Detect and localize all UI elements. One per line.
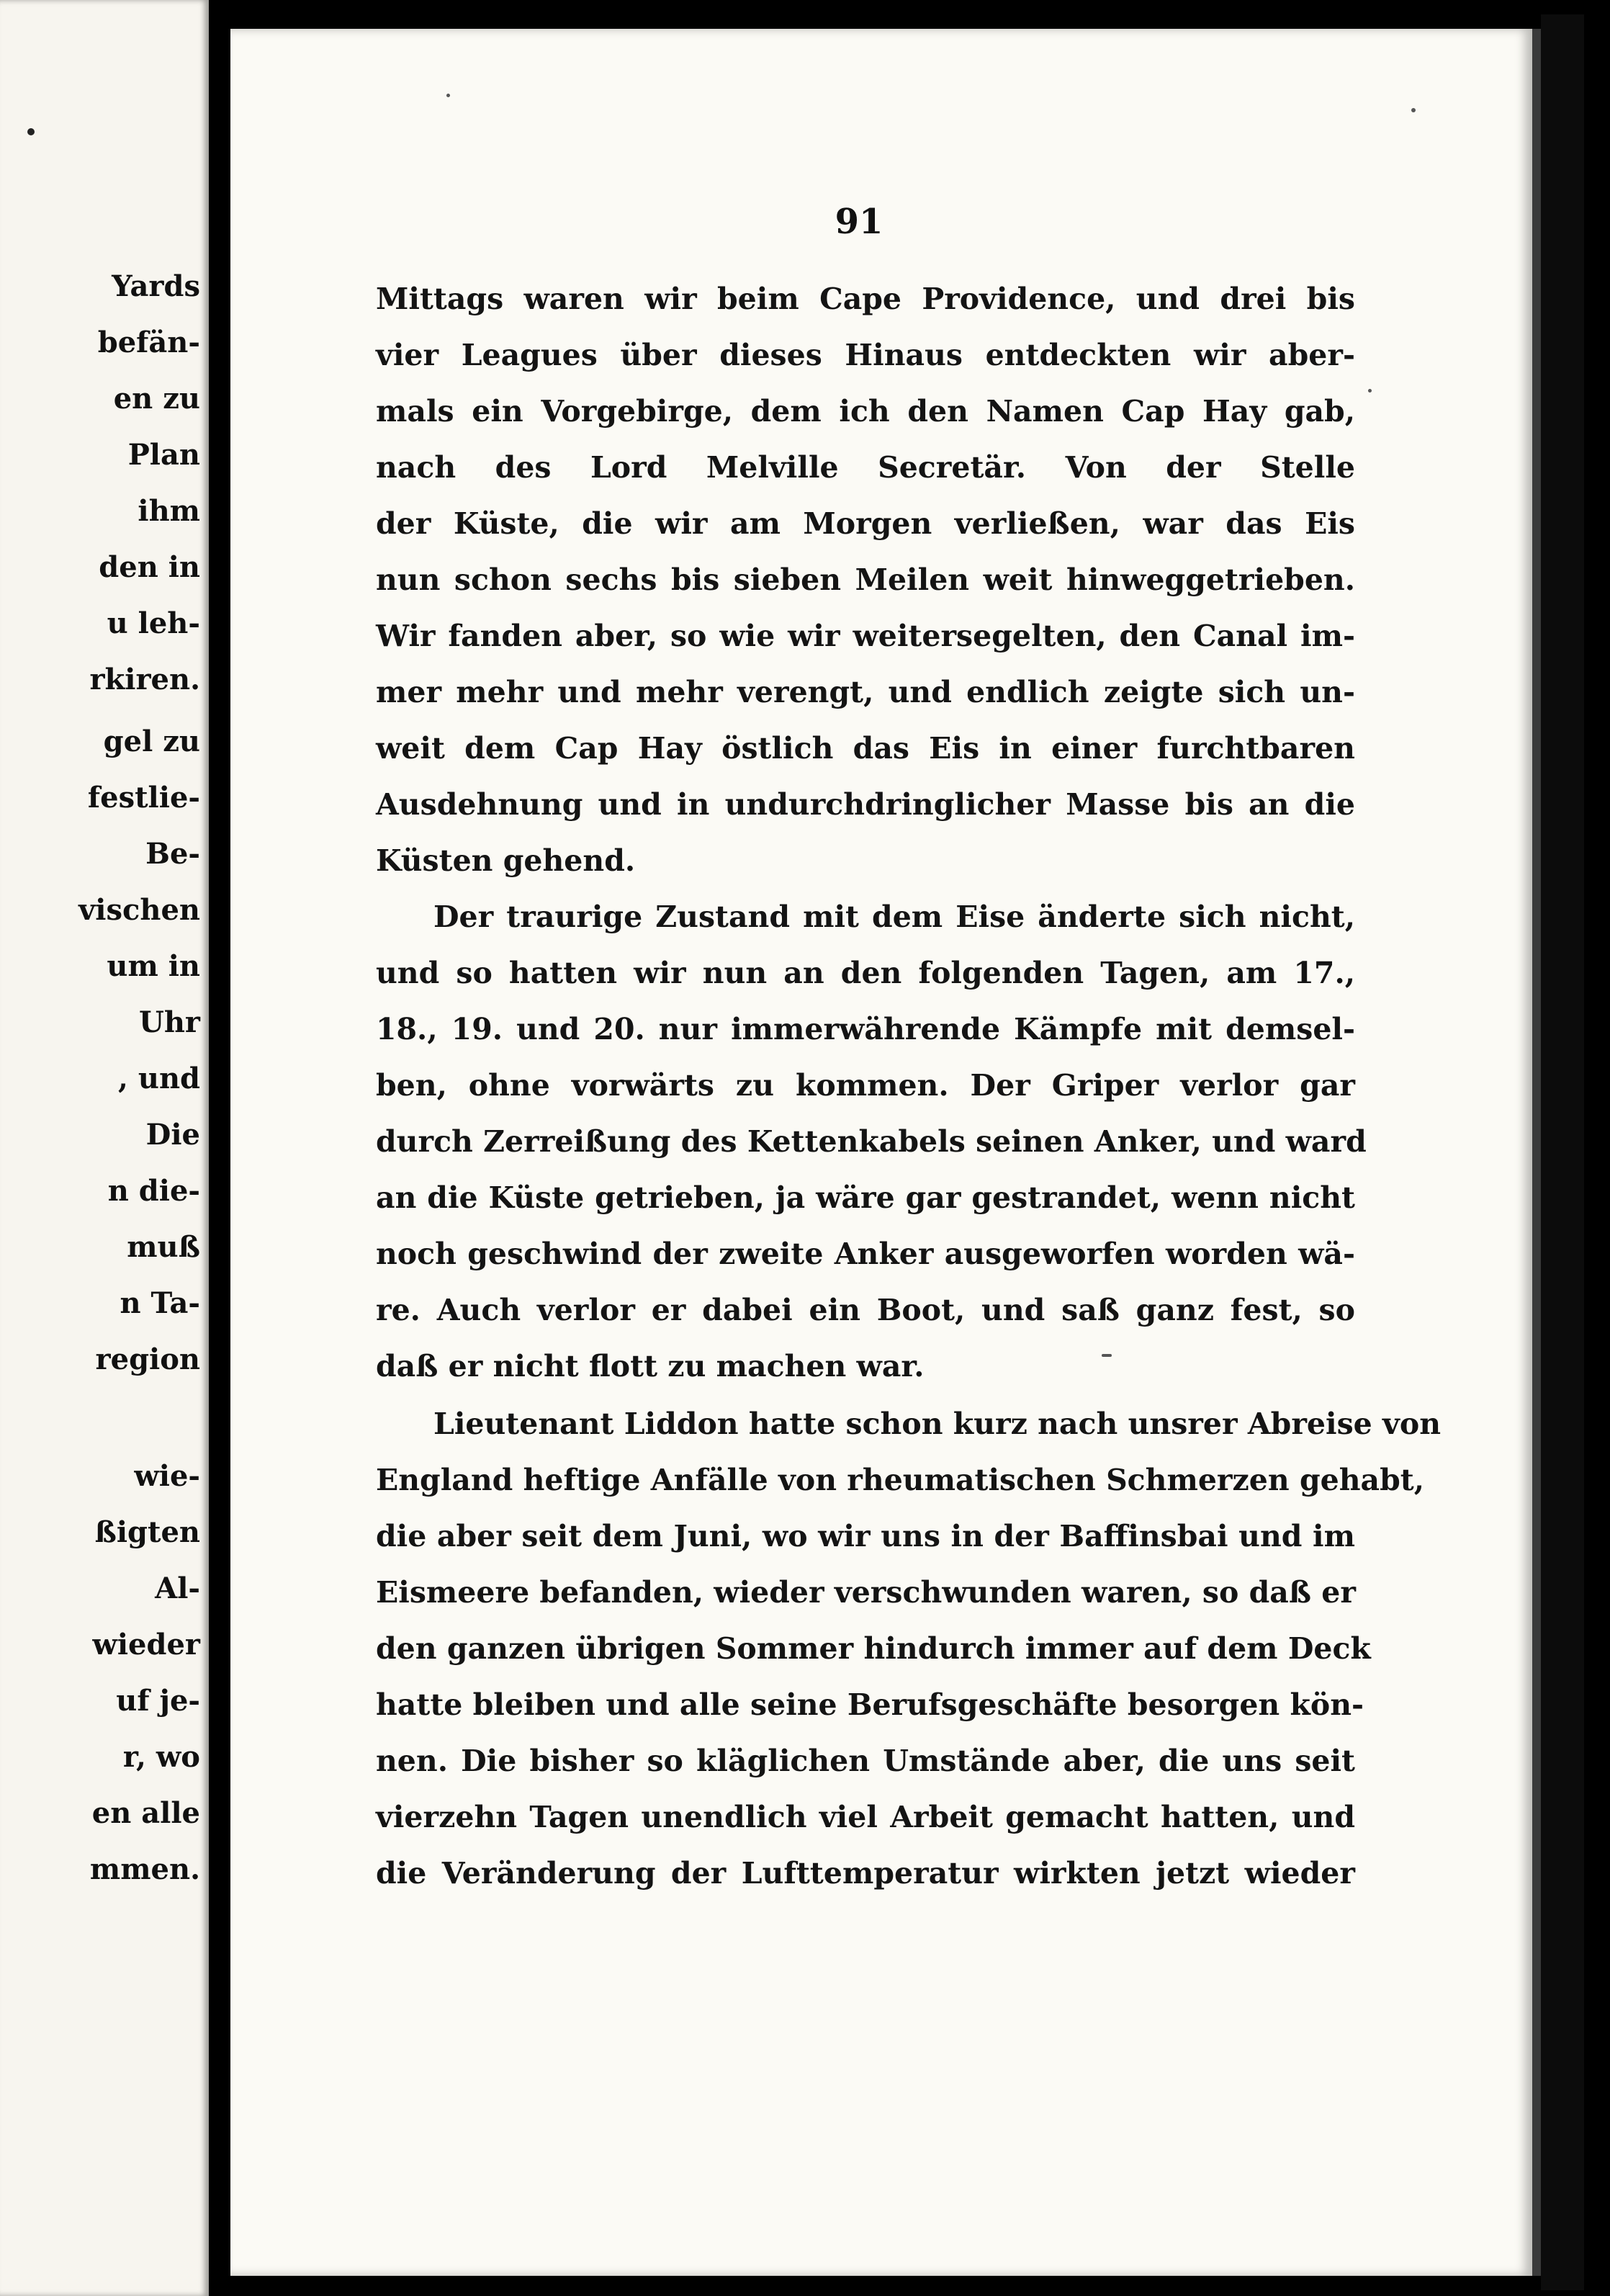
- left-line: en zu: [113, 382, 200, 416]
- left-line: wieder: [92, 1628, 200, 1662]
- left-line: n Ta-: [120, 1286, 200, 1320]
- left-line: gel zu: [103, 725, 200, 758]
- left-page-fragment: [0, 0, 209, 2296]
- left-line: um in: [107, 949, 200, 983]
- text-line: und so hatten wir nun an den folgenden Tagen, am 17.,: [376, 956, 1355, 990]
- ink-speck: [1411, 108, 1416, 112]
- left-line: region: [95, 1342, 200, 1376]
- left-line: Al-: [155, 1571, 200, 1605]
- text-line: an die Küste getrieben, ja wäre gar gestrandet, wenn nicht: [376, 1180, 1355, 1215]
- left-line: rkiren.: [89, 663, 200, 696]
- book-gutter: [209, 0, 230, 2296]
- text-line: die Veränderung der Lufttemperatur wirkten jetzt wieder: [376, 1856, 1355, 1891]
- left-line: en alle: [91, 1796, 200, 1830]
- left-line: mmen.: [89, 1852, 200, 1886]
- text-line: 18., 19. und 20. nur immerwährende Kämpfe mit demsel-: [376, 1012, 1355, 1046]
- left-line: Die: [145, 1118, 200, 1152]
- left-line: , und: [118, 1062, 200, 1095]
- text-line: weit dem Cap Hay östlich das Eis in einer furchtbaren: [376, 731, 1355, 766]
- text-line: den ganzen übrigen Sommer hindurch immer auf dem Deck: [376, 1631, 1371, 1666]
- text-line: mals ein Vorgebirge, dem ich den Namen Cap Hay gab,: [376, 394, 1355, 429]
- text-line: die aber seit dem Juni, wo wir uns in der Baffinsbai und im: [376, 1519, 1355, 1553]
- text-line: Der traurige Zustand mit dem Eise änderte sich nicht,: [433, 900, 1355, 934]
- left-line: festlie-: [87, 781, 200, 815]
- text-line: der Küste, die wir am Morgen verließen, war das Eis: [376, 506, 1355, 541]
- text-line: ben, ohne vorwärts zu kommen. Der Griper verlor gar: [376, 1068, 1355, 1103]
- text-line: Eismeere befanden, wieder verschwunden waren, so daß er: [376, 1575, 1356, 1610]
- text-line: nen. Die bisher so kläglichen Umstände aber, die uns seit: [376, 1744, 1355, 1778]
- page-number: 91: [835, 202, 883, 242]
- ink-speck: [1368, 389, 1372, 393]
- page-edge-shadow: [1541, 14, 1584, 2290]
- left-line: u leh-: [107, 606, 200, 640]
- text-line: hatte bleiben und alle seine Berufsgeschäfte besorgen kön-: [376, 1687, 1364, 1722]
- text-line: daß er nicht flott zu machen war.: [376, 1349, 925, 1384]
- left-line: muß: [127, 1230, 200, 1264]
- ink-speck: [446, 94, 450, 97]
- text-line: noch geschwind der zweite Anker ausgeworfen worden wä-: [376, 1237, 1355, 1271]
- text-line: mer mehr und mehr verengt, und endlich zeigte sich un-: [376, 675, 1355, 709]
- text-line: nach des Lord Melville Secretär. Von der Stelle: [376, 450, 1355, 485]
- text-line: vierzehn Tagen unendlich viel Arbeit gemacht hatten, und: [376, 1800, 1355, 1834]
- text-line: vier Leagues über dieses Hinaus entdeckten wir aber-: [376, 338, 1355, 372]
- text-line: durch Zerreißung des Kettenkabels seinen Anker, und ward: [376, 1124, 1367, 1159]
- left-line: ßigten: [94, 1515, 200, 1549]
- left-line: r, wo: [122, 1740, 200, 1774]
- left-line: ihm: [138, 494, 200, 528]
- text-line: Ausdehnung und in undurchdringlicher Masse bis an die: [376, 787, 1355, 822]
- text-line: re. Auch verlor er dabei ein Boot, und saß ganz fest, so: [376, 1293, 1355, 1327]
- page-edge: [1532, 29, 1541, 2276]
- left-line: Yards: [112, 269, 200, 303]
- ink-speck: [27, 128, 35, 135]
- left-line: Uhr: [138, 1005, 200, 1039]
- left-line: vischen: [78, 893, 200, 927]
- left-line: Plan: [127, 438, 200, 472]
- text-line: Küsten gehend.: [376, 843, 636, 878]
- text-line: England heftige Anfälle von rheumatischen Schmerzen gehabt,: [376, 1463, 1424, 1497]
- left-line: den in: [99, 550, 200, 584]
- left-line: Be-: [145, 837, 200, 871]
- text-line: Mittags waren wir beim Cape Providence, und drei bis: [376, 282, 1355, 316]
- left-line: uf je-: [116, 1684, 200, 1718]
- left-line: befän-: [97, 326, 200, 359]
- text-line: nun schon sechs bis sieben Meilen weit hinweggetrieben.: [376, 562, 1355, 597]
- left-line: wie-: [134, 1459, 200, 1493]
- left-line: n die-: [107, 1174, 200, 1208]
- text-line: Wir fanden aber, so wie wir weitersegelten, den Canal im-: [376, 619, 1355, 653]
- text-line: Lieutenant Liddon hatte schon kurz nach unsrer Abreise von: [433, 1407, 1442, 1441]
